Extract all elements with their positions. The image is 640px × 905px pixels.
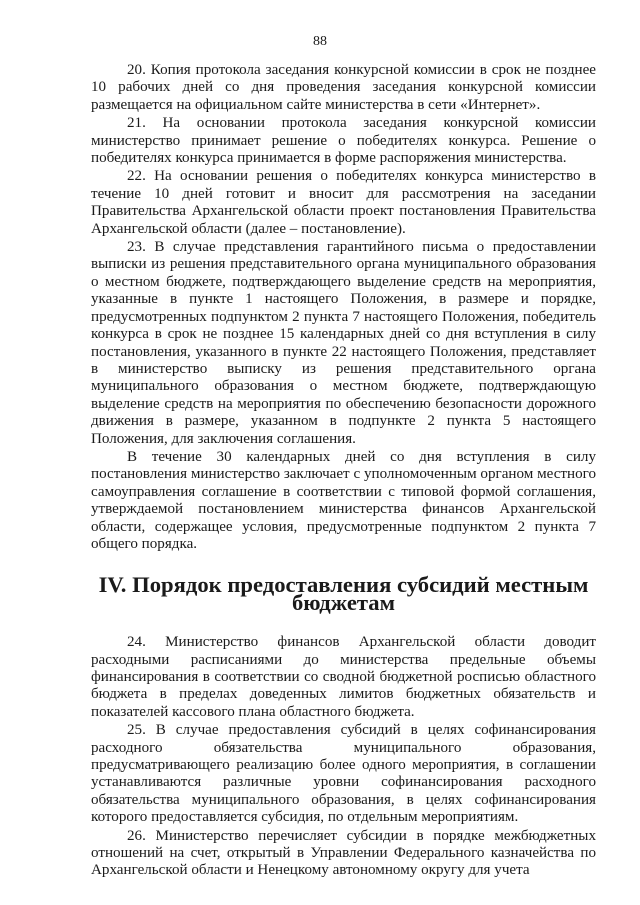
paragraph-23-continued: В течение 30 календарных дней со дня вступления в силу постановления министерство заключает с уполномоченным органом местного самоуправления соглашение в соответствии с типовой формой соглашения, утверждаемой постановлением министерства финансов Архангельской области, содержащее условия, предусмотренные подпунктом 2 пункта 7 общего порядка. bbox=[91, 448, 596, 552]
page-number: 88 bbox=[313, 34, 327, 49]
paragraph-24: 24. Министерство финансов Архангельской области доводит расходными расписаниями до министерства предельные объемы финансирования в соответствии со сводной бюджетной росписью областного бюджета в пределах доведенных лимитов бюджетных обязательств и показателей кассового плана областного бюджета. bbox=[91, 634, 596, 720]
paragraph-26: 26. Министерство перечисляет субсидии в порядке межбюджетных отношений на счет, открытый в Управлении Федерального казначейства по Архангельской области и Ненецкому автономному округу для учета bbox=[91, 827, 596, 879]
paragraph-25: 25. В случае предоставления субсидий в целях софинансирования расходного обязательства муниципального образования, предусматривающего реализацию более одного мероприятия, в соглашении устанавливаются различные уровни софинансирования расходного обязательства муниципального образования, в целях софинансирования которого предоставляется субсидия, по отдельным мероприятиям. bbox=[91, 722, 596, 826]
paragraph-20: 20. Копия протокола заседания конкурсной комиссии в срок не позднее 10 рабочих дней со дня проведения заседания конкурсной комиссии размещается на официальном сайте министерства в сети «Интернет». bbox=[91, 62, 596, 113]
section-heading: IV. Порядок предоставления субсидий местным бюджетам bbox=[98, 572, 589, 615]
document-body bbox=[91, 62, 596, 881]
paragraph-21: 21. На основании протокола заседания конкурсной комиссии министерство принимает решение о победителях конкурса. Решение о победителях конкурса принимается в форме распоряжения министерства. bbox=[91, 115, 596, 167]
paragraph-23: 23. В случае представления гарантийного письма о предоставлении выписки из решения представительного органа муниципального образования о местном бюджете, подтверждающего выделение средств на мероприятия, указанные в пункте 1 настоящего Положения, в размере и порядке, предусмотренных подпунктом 2 пункта 7 настоящего Положения, победитель конкурса в срок не позднее 15 календарных дней со дня вступления в силу постановления, указанного в пункте 22 настоящего Положения, представляет в министерство выписку из решения представительного органа муниципального образования о местном бюджете, подтверждающую выделение средств на мероприятия по обеспечению безопасности дорожного движения в размере, указанном в подпункте 2 пункта 5 настоящего Положения, для заключения соглашения. bbox=[91, 239, 596, 447]
paragraph-22: 22. На основании решения о победителях конкурса министерство в течение 10 дней готовит и вносит для рассмотрения на заседании Правительства Архангельской области проект постановления Правительства Архангельской области (далее – постановление). bbox=[91, 168, 596, 237]
